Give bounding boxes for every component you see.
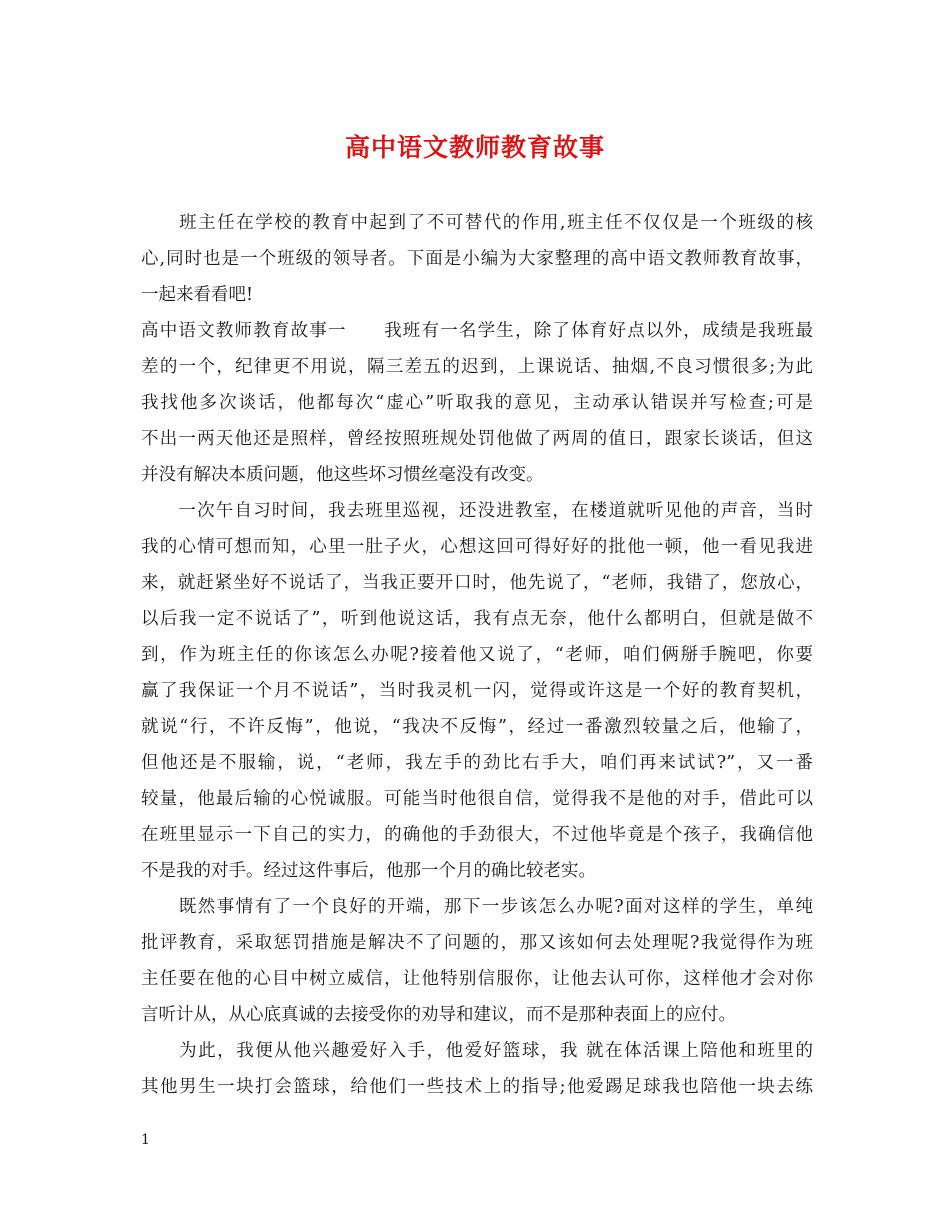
text-line: 以后我一定不说话了”，听到他说这话，我有点无奈，他什么都明白，但就是做不	[141, 609, 813, 629]
text-line: 来，就赶紧坐好不说话了，当我正要开口时，他先说了，“老师，我错了，您放心，	[141, 573, 813, 593]
text-line: 我的心情可想而知，心里一肚子火，心想这回可得好好的批他一顿，他一看见我进	[141, 537, 813, 557]
text-line: 一次午自习时间，我去班里巡视，还没进教室，在楼道就听见他的声音，当时	[141, 501, 813, 521]
text-line: 我找他多次谈话，他都每次“虚心”听取我的意见，主动承认错误并写检查;可是	[141, 393, 813, 413]
text-line: 既然事情有了一个良好的开端，那下一步该怎么办呢?面对这样的学生，单纯	[141, 897, 813, 917]
page-number: 1	[141, 1132, 150, 1148]
text-line: 不是我的对手。经过这件事后，他那一个月的确比较老实。	[141, 861, 596, 881]
text-line: 心,同时也是一个班级的领导者。下面是小编为大家整理的高中语文教师教育故事，	[141, 249, 813, 269]
text-line: 赢了我保证一个月不说话”，当时我灵机一闪，觉得或许这是一个好的教育契机，	[141, 681, 813, 701]
text-line: 就说“行，不许反悔”，他说，“我决不反悔”，经过一番激烈较量之后，他输了，	[141, 717, 813, 737]
text-line: 并没有解决本质问题，他这些坏习惯丝毫没有改变。	[141, 465, 544, 485]
document-body	[141, 205, 813, 1105]
text-line: 高中语文教师教育故事一 我班有一名学生，除了体育好点以外，成绩是我班最	[141, 321, 813, 341]
text-line: 其他男生一块打会篮球，给他们一些技术上的指导;他爱踢足球我也陪他一块去练	[141, 1077, 813, 1097]
text-line: 主任要在他的心目中树立威信，让他特别信服你，让他去认可你，这样他才会对你	[141, 969, 813, 989]
text-line: 班主任在学校的教育中起到了不可替代的作用,班主任不仅仅是一个班级的核	[141, 213, 813, 233]
text-line: 一起来看看吧!	[141, 285, 254, 305]
document-title: 高中语文教师教育故事	[344, 133, 605, 162]
text-line: 不出一两天他还是照样，曾经按照班规处罚他做了两周的值日，跟家长谈话，但这	[141, 429, 813, 449]
text-line: 到，作为班主任的你该怎么办呢?接着他又说了，“老师，咱们俩掰手腕吧，你要	[141, 645, 813, 665]
text-line: 在班里显示一下自己的实力，的确他的手劲很大，不过他毕竟是个孩子，我确信他	[141, 825, 813, 845]
text-line: 差的一个，纪律更不用说，隔三差五的迟到，上课说话、抽烟,不良习惯很多;为此	[141, 357, 813, 377]
text-line: 较量，他最后输的心悦诚服。可能当时他很自信，觉得我不是他的对手，借此可以	[141, 789, 813, 809]
text-line: 为此，我便从他兴趣爱好入手，他爱好篮球，我 就在体活课上陪他和班里的	[141, 1041, 813, 1061]
text-line: 言听计从，从心底真诚的去接受你的劝导和建议，而不是那种表面上的应付。	[141, 1005, 736, 1025]
text-line: 但他还是不服输，说，“老师，我左手的劲比右手大，咱们再来试试?”，又一番	[141, 753, 813, 773]
text-line: 批评教育，采取惩罚措施是解决不了问题的，那又该如何去处理呢?我觉得作为班	[141, 933, 813, 953]
